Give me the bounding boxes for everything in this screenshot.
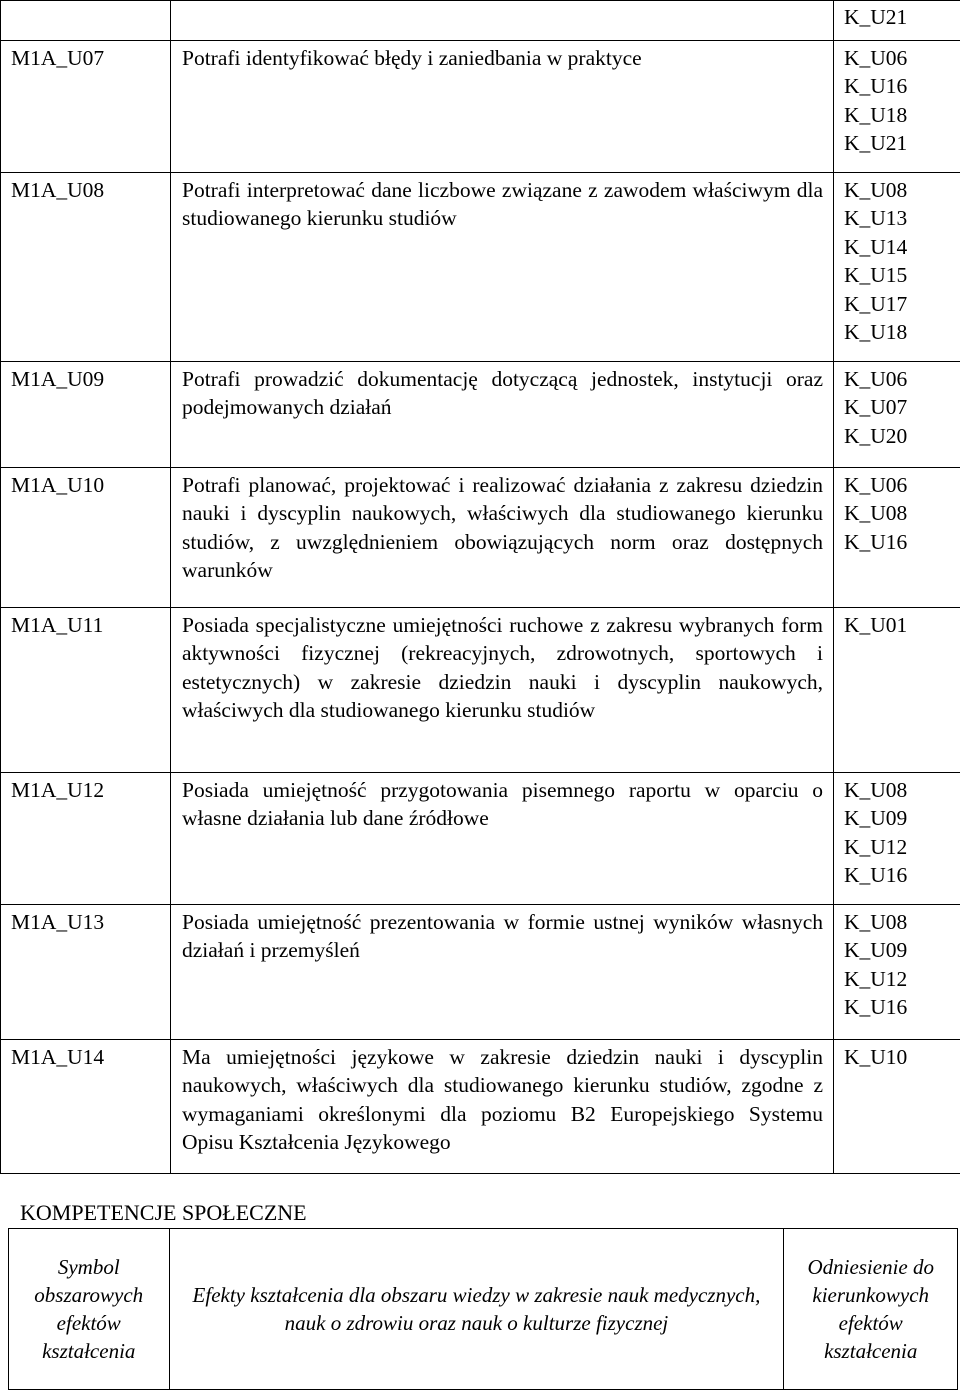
refs-cell — [834, 608, 960, 773]
ref-code: K_U10 — [844, 1045, 908, 1069]
description-cell: Posiada umiejętność przygotowania pisemnego raportu w oparciu o własne działania lub dane źródłowe — [171, 773, 834, 905]
header-outcomes: Efekty kształcenia dla obszaru wiedzy w zakresie nauk medycznych, nauk o zdrowiu oraz nauk o kulturze fizycznej — [169, 1229, 784, 1390]
table-row — [1, 1040, 960, 1174]
ref-code: K_U06 — [844, 46, 908, 70]
ref-code: K_U01 — [844, 613, 908, 637]
ref-code: K_U20 — [844, 423, 908, 448]
table-row — [1, 608, 960, 773]
ref-code: K_U17 — [844, 291, 908, 316]
symbol-cell: M1A_U08 — [1, 173, 171, 362]
ref-code: K_U16 — [844, 529, 908, 554]
ref-code: K_U06 — [844, 367, 908, 391]
description-cell: Potrafi planować, projektować i realizować działania z zakresu dziedzin nauki i dyscyplin naukowych, właściwych dla studiowanego kierunku studiów, z uwzględnieniem obowiązujących norm oraz dostępnych warunków — [171, 468, 834, 608]
ref-code: K_U09 — [844, 806, 908, 831]
refs-cell — [834, 362, 960, 468]
refs-cell — [834, 468, 960, 608]
description-cell — [171, 1, 834, 41]
symbol-cell: M1A_U09 — [1, 362, 171, 468]
ref-code: K_U16 — [844, 74, 908, 99]
ref-code: K_U16 — [844, 995, 908, 1020]
description-cell: Posiada umiejętność prezentowania w formie ustnej wyników własnych działań i przemyśleń — [171, 905, 834, 1040]
description-cell: Ma umiejętności językowe w zakresie dziedzin nauki i dyscyplin naukowych, właściwych dla studiowanego kierunku studiów, zgodne z wymaganiami określonymi dla poziomu B2 Europejskiego Systemu Opisu Kształcenia Językowego — [171, 1040, 834, 1174]
description-cell: Posiada specjalistyczne umiejętności ruchowe z zakresu wybranych form aktywności fizycznej (rekreacyjnych, zdrowotnych, sportowych i estetycznych) w zakresie dziedzin nauki i dyscyplin naukowych, właściwych dla studiowanego kierunku studiów — [171, 608, 834, 773]
ref-code: K_U12 — [844, 966, 908, 991]
ref-code: K_U18 — [844, 102, 908, 127]
refs-cell — [834, 773, 960, 905]
description-cell: Potrafi identyfikować błędy i zaniedbania w praktyce — [171, 41, 834, 173]
ref-code: K_U07 — [844, 395, 908, 420]
table-row — [1, 173, 960, 362]
description-cell: Potrafi prowadzić dokumentację dotyczącą jednostek, instytucji oraz podejmowanych działań — [171, 362, 834, 468]
table-row — [1, 1, 960, 41]
refs-cell — [834, 173, 960, 362]
refs-cell — [834, 1, 960, 41]
ref-code: K_U09 — [844, 938, 908, 963]
symbol-cell: M1A_U14 — [1, 1040, 171, 1174]
symbol-cell: M1A_U12 — [1, 773, 171, 905]
symbol-cell — [1, 1, 171, 41]
ref-code: K_U16 — [844, 863, 908, 888]
ref-code: K_U13 — [844, 206, 908, 231]
competences-header-table — [8, 1228, 958, 1390]
symbol-cell: M1A_U11 — [1, 608, 171, 773]
symbol-cell: M1A_U13 — [1, 905, 171, 1040]
refs-cell — [834, 905, 960, 1040]
ref-code: K_U12 — [844, 834, 908, 859]
description-cell: Potrafi interpretować dane liczbowe związane z zawodem właściwym dla studiowanego kierunku studiów — [171, 173, 834, 362]
table-row — [1, 362, 960, 468]
table-header-row — [9, 1229, 958, 1390]
ref-code: K_U08 — [844, 778, 908, 802]
table-row — [1, 773, 960, 905]
header-symbol: Symbol obszarowych efektów kształcenia — [9, 1229, 170, 1390]
section-heading: KOMPETENCJE SPOŁECZNE — [20, 1200, 307, 1225]
refs-cell — [834, 1040, 960, 1174]
symbol-cell: M1A_U07 — [1, 41, 171, 173]
ref-code: K_U06 — [844, 473, 908, 497]
ref-code: K_U14 — [844, 234, 908, 259]
table-row — [1, 468, 960, 608]
ref-code: K_U21 — [844, 5, 908, 29]
ref-code: K_U15 — [844, 263, 908, 288]
table-row — [1, 41, 960, 173]
ref-code: K_U21 — [844, 131, 908, 156]
ref-code: K_U08 — [844, 501, 908, 526]
header-reference: Odniesienie do kierunkowych efektów kształcenia — [784, 1229, 958, 1390]
ref-code: K_U08 — [844, 178, 908, 202]
ref-code: K_U08 — [844, 910, 908, 934]
ref-code: K_U18 — [844, 320, 908, 345]
symbol-cell: M1A_U10 — [1, 468, 171, 608]
table-row — [1, 905, 960, 1040]
refs-cell — [834, 41, 960, 173]
